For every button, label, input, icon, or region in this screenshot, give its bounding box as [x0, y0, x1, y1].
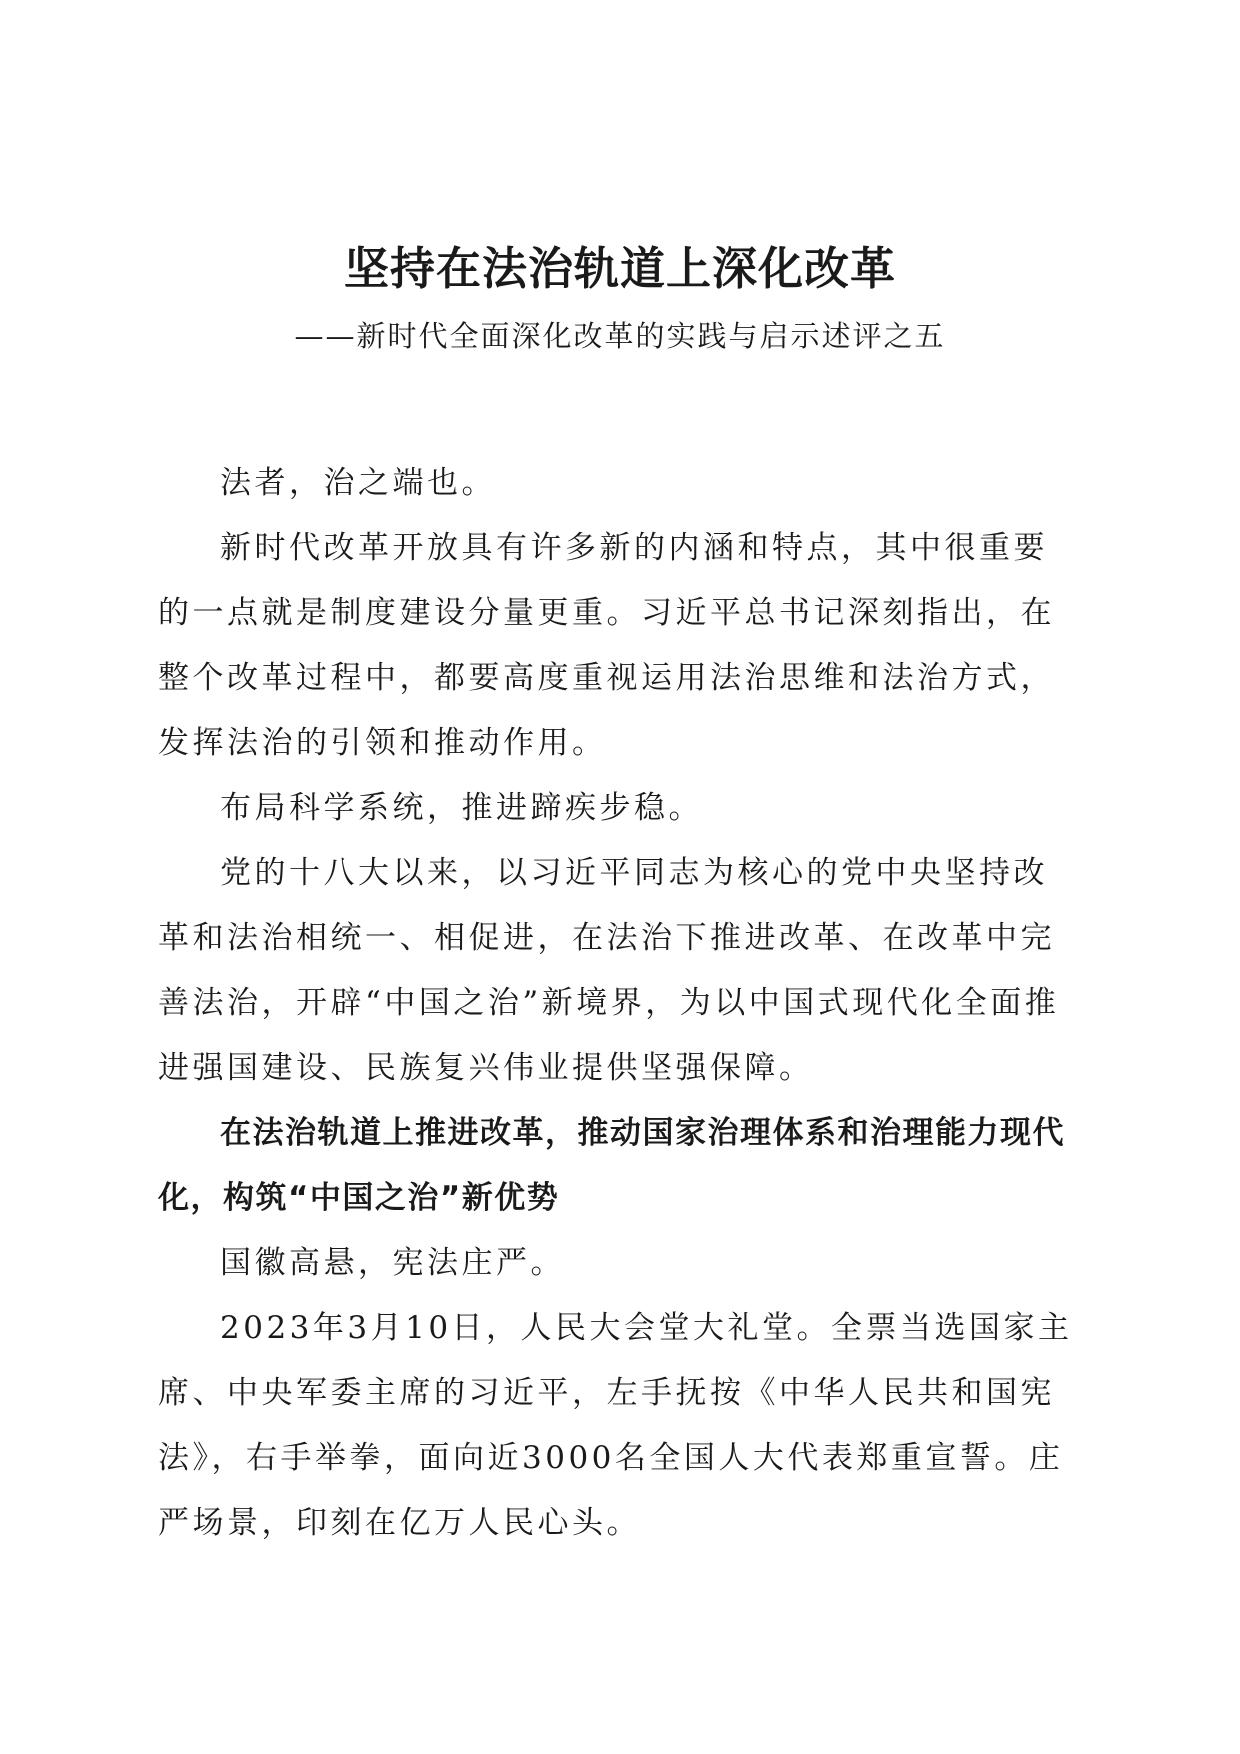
paragraph: 布局科学系统，推进蹄疾步稳。	[220, 790, 703, 826]
paragraph: 党的十八大以来，以习近平同志为核心的党中央坚持改革和法治相统一、相促进，在法治下推进改革、在改革中完善法治，开辟“中国之治”新境界，为以中国式现代化全面推进强国建设、民族复兴伟业提供坚强保障。	[158, 855, 1060, 1086]
document-title: 坚持在法治轨道上深化改革	[343, 242, 896, 295]
paragraph: 国徽高悬，宪法庄严。	[220, 1245, 565, 1281]
paragraph: 法者，治之端也。	[220, 465, 496, 501]
paragraph: 2023年3月10日，人民大会堂大礼堂。全票当选国家主席、中央军委主席的习近平，左手抚按《中华人民共和国宪法》，右手举拳，面向近3000名全国人大代表郑重宣誓。庄严场景，印刻在亿万人民心头。	[158, 1310, 1073, 1541]
paragraph: 新时代改革开放具有许多新的内涵和特点，其中很重要的一点就是制度建设分量更重。习近平总书记深刻指出，在整个改革过程中，都要高度重视运用法治思维和法治方式，发挥法治的引领和推动作用。	[158, 530, 1055, 761]
section-heading: 在法治轨道上推进改革，推动国家治理体系和治理能力现代化，构筑“中国之治”新优势	[158, 1115, 1065, 1216]
document-subtitle: ——新时代全面深化改革的实践与启示述评之五	[294, 319, 946, 353]
document-body	[158, 451, 1082, 1556]
